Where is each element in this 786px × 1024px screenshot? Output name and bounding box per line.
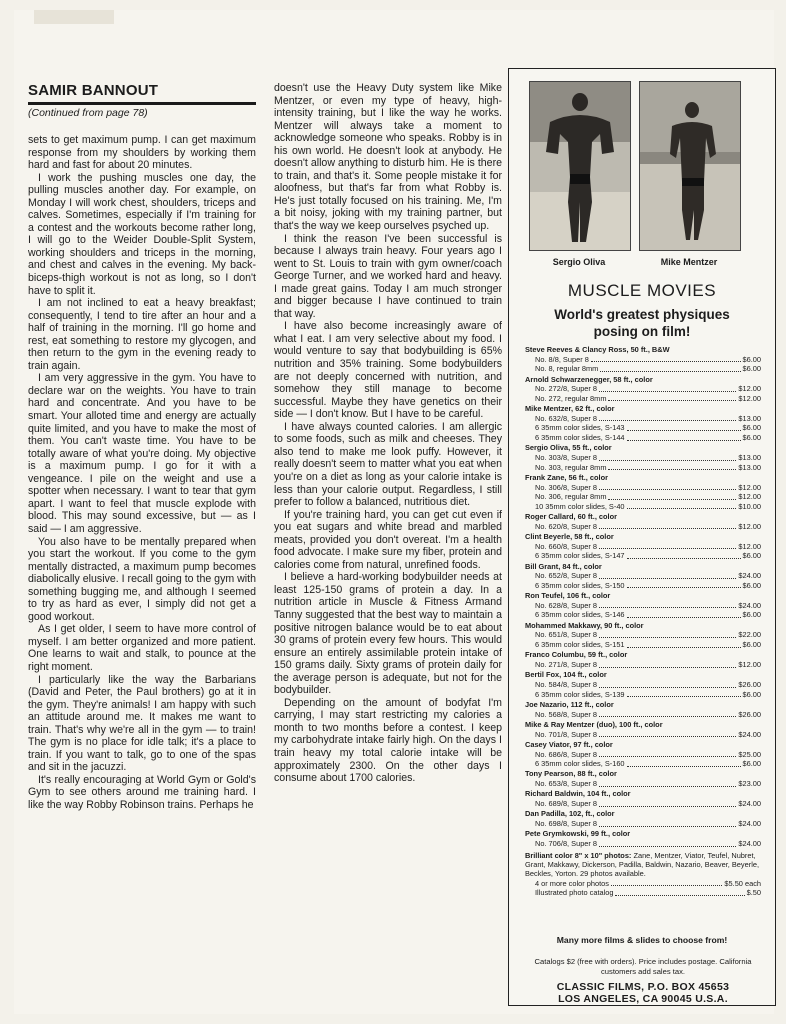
price-line-label: 4 or more color photos [535,878,609,888]
ad-subtitle [509,306,775,340]
price-line [525,522,761,532]
price-line-label: Illustrated photo catalog [535,888,614,898]
film-name: Tony Pearson, 88 ft., color [525,769,617,779]
price-line-label: No. 303/8, Super 8 [535,452,598,462]
article-paragraph: sets to get maximum pump. I can get maximum response from my shoulders by working them hard and fast for about 20 minutes. [28,134,256,172]
price-line [525,453,761,463]
price-line-price: $24.00 [738,839,761,849]
price-line-price: $12.00 [738,393,761,403]
film-name: Dan Padilla, 102, ft., color [525,809,615,819]
price-line [525,888,761,898]
price-line-price: $12.00 [738,492,761,502]
price-line-label: No. 701/8, Super 8 [535,729,598,739]
article-column-2 [274,82,502,1002]
price-line-price: $13.00 [738,452,761,462]
mailing-address [525,981,761,1005]
price-line-price: $6.00 [742,432,761,442]
price-line-label: 6 35mm color slides, S-144 [535,432,625,442]
magazine-page [14,10,774,1014]
brilliant-photos-heading: Brilliant color 8" x 10" photos: [525,850,632,860]
price-line [525,660,761,670]
film-entry [525,532,761,561]
price-line-price: $22.00 [738,630,761,640]
article-paragraph: You also have to be mentally prepared when you start the workout. If you come to the gym mentally distracted, a maximum pump becomes diabolically elusive. I recall going to the gym with something bugging me, and although I seemed to try as hard as ever, I simply did not get a good workout. [28,535,256,623]
film-entry [525,720,761,739]
article-paragraph: I have always counted calories. I am allergic to some foods, such as milk and cheeses. They also tend to make me look puffy. However, it really doesn't seem to matter what you eat when you're on a diet as long as your calorie intake is less than your calorie output. Regardless, I still prefer to follow a balanced, nutritious diet. [274,420,502,509]
film-name: Ron Teufel, 106 ft., color [525,591,611,601]
price-line-label: No. 306, regular 8mm [535,492,607,502]
film-name: Bill Grant, 84 ft., color [525,561,602,571]
price-line [525,879,761,889]
price-line-price: $10.00 [738,501,761,511]
price-line-label: 6 35mm color slides, S-143 [535,423,625,433]
price-line-label: No. 8, regular 8mm [535,364,599,374]
price-line-price: $6.00 [742,639,761,649]
price-line-price: $25.00 [738,749,761,759]
price-line-label: 6 35mm color slides, S-147 [535,551,625,561]
price-line-label: No. 272/8, Super 8 [535,384,598,394]
price-line-price: $24.00 [738,729,761,739]
film-name: Clint Beyerle, 58 ft., color [525,532,614,542]
price-line [525,542,761,552]
film-entry [525,809,761,828]
price-line-label: No. 628/8, Super 8 [535,600,598,610]
price-line-label: No. 272, regular 8mm [535,393,607,403]
price-line [525,483,761,493]
catalog-note: Catalogs $2 (free with orders). Price includes postage. California customers add sales tax. [534,957,752,976]
price-line [525,571,761,581]
continued-note: (Continued from page 78) [28,107,148,119]
film-name: Roger Callard, 60 ft., color [525,512,617,522]
price-line-price: $6.00 [742,423,761,433]
price-line [525,364,761,374]
price-line-label: No. 689/8, Super 8 [535,799,598,809]
price-line [525,799,761,809]
price-line-label: No. 306/8, Super 8 [535,482,598,492]
price-line [525,355,761,365]
film-entry [525,345,761,374]
price-line-label: No. 652/8, Super 8 [535,571,598,581]
article-paragraph: doesn't use the Heavy Duty system like Mike Mentzer, or even my type of heavy, high-intensity training, but I like the way he works. Mentzer will always take a moment to acknowledge someone who speaks. Robby is in his own world. He doesn't look at anybody. He doesn't allow anything to disturb him. He is there to train, and that's it. Some people mistake it for aloofness, but that's far from what Robby is. He's just totally focused on his training. Me, I'm a bit noisy, joking with my training partner, but that's the way we keep ourselves psyched up. [274,82,502,233]
film-name: Mike Mentzer, 62 ft., color [525,404,615,414]
price-line-price: $6.00 [742,364,761,374]
torn-corner [34,10,114,24]
price-line-label: No. 706/8, Super 8 [535,839,598,849]
film-name: Steve Reeves & Clancy Ross, 50 ft., B&W [525,345,670,354]
film-name: Joe Nazario, 112 ft., color [525,699,614,709]
price-line-label: 10 35mm color slides, S-40 [535,501,625,511]
address-line-2: LOS ANGELES, CA 90045 U.S.A. [558,993,728,1005]
price-line-label: No. 584/8, Super 8 [535,679,598,689]
price-line-label: No. 651/8, Super 8 [535,630,598,640]
price-line [525,433,761,443]
film-name: Arnold Schwarzenegger, 58 ft., color [525,374,653,384]
price-line-label: No. 568/8, Super 8 [535,709,598,719]
ad-subtitle-line-1: World's greatest physiques [554,307,730,322]
film-name: Casey Viator, 97 ft., color [525,739,613,749]
price-line [525,414,761,424]
article-title: SAMIR BANNOUT [28,82,159,99]
film-entry [525,769,761,788]
film-name: Pete Grymkowski, 99 ft., color [525,829,631,839]
price-line [525,610,761,620]
price-line-price: $24.00 [738,571,761,581]
price-line-price: $6.00 [742,551,761,561]
title-rule [28,102,256,105]
film-name: Bertil Fox, 104 ft., color [525,670,607,680]
article-paragraph: Depending on the amount of bodyfat I'm carrying, I may start restricting my calories a month to two months before a contest. I keep my carbohydrate intake fairly high. On the days I train heavy my total calorie intake will be approximately 2300. On the other days I consume about 1700 calories. [274,696,502,785]
article-paragraph: If you're training hard, you can get cut even if you eat sugars and white bread and marbled meats, provided you don't overeat. I'm a health food advocate. I make sure my fiber, protein and calories come from natural, unrefined foods. [274,508,502,571]
film-entry [525,591,761,620]
price-line [525,680,761,690]
price-line [525,394,761,404]
price-line-label: No. 686/8, Super 8 [535,749,598,759]
price-line [525,710,761,720]
price-line [525,463,761,473]
brilliant-photos-text: Zane, Mentzer, Viator, Teufel, Nubret, Grant, Makkawy, Dickerson, Padilla, Baldwin, Nazario, Beaver, Beyerle, Beckles, Yorton. 29 photos available. [525,850,759,879]
film-entry [525,473,761,511]
price-line-label: 6 35mm color slides, S-139 [535,689,625,699]
price-line [525,750,761,760]
film-name: Sergio Oliva, 55 ft., color [525,443,612,453]
price-line [525,502,761,512]
ad-title: MUSCLE MOVIES [567,281,717,300]
film-entry [525,829,761,848]
film-name: Frank Zane, 56 ft., color [525,472,608,482]
price-line-label: No. 653/8, Super 8 [535,779,598,789]
article-paragraph: I have also become increasingly aware of what I eat. I am very selective about my food. I would venture to say that bodybuilding is 65% nutrition and 35% training. Some bodybuilders are not deeply concerned with nutrition, and somehow they still manage to become successful. Maybe they have genetics on their side — I don't know. But I have to be careful. [274,320,502,421]
film-entry [525,512,761,531]
article-paragraph: I think the reason I've been successful is because I always train heavy. Four years ago I went to St. Louis to train with gym owner/coach George Turner, and we worked hard and heavy. I made great gains. Today I am much stronger and bigger because I have continued to train that way. [274,232,502,320]
price-line-price: $5.50 each [724,878,761,888]
price-line-price: $6.00 [742,354,761,364]
price-line [525,640,761,650]
film-entry [525,562,761,591]
price-line [525,730,761,740]
price-line [525,819,761,829]
film-entry [525,670,761,699]
photo-sergio-oliva [529,81,631,251]
price-line-price: $26.00 [738,709,761,719]
caption-sergio-oliva: Sergio Oliva [552,257,606,267]
price-line [525,551,761,561]
film-entry [525,621,761,650]
price-line-price: $12.00 [738,482,761,492]
article-paragraph: I am very aggressive in the gym. You have to declare war on the weights. You have to train hard and concentrate. And you have to be smart. Your alloted time and energy are actually quite limited, and you have to make the most of them. You can't waste time. You have to be totally aware of what you're doing. My objective is a maximum pump. I go for it with a vengeance. I pile on the weight and use a spotter when necessary. I want to tear that gym apart. I want to feel that muscle explode with blood. This may sound excessive, but — as I said — I am aggressive. [28,372,256,535]
article-paragraph: I work the pushing muscles one day, the pulling muscles another day. For example, on Monday I will work chest, shoulders, triceps and calves. Sometimes, especially if I'm training for a contest and the workouts become rather long, I will go to the Weider Double-Split System, working shoulders and triceps in the morning, and chest and calves in the evening. My back-biceps-thigh workout is not as long, so I don't have to split it. [28,171,256,297]
price-line-price: $12.00 [738,541,761,551]
article-paragraph: I am not inclined to eat a heavy breakfast; consequently, I tend to tire after an hour and a half of training in the morning. I'll go home and rest, eat something to restore my glycogen, and then return to the gym in the evening ready to train again. [28,297,256,372]
price-line [525,839,761,849]
price-line [525,581,761,591]
price-line [525,759,761,769]
price-line-price: $6.00 [742,610,761,620]
film-name: Mike & Ray Mentzer (duo), 100 ft., color [525,719,663,729]
article-paragraph: As I get older, I seem to have more control of myself. I am better organized and more patient. One learns to wait and stalk, to pounce at the right moment. [28,623,256,673]
film-price-list [525,345,761,898]
price-line-price: $.50 [746,888,761,898]
article-paragraph: It's really encouraging at World Gym or Gold's Gym to see others around me training hard. I like the way Robby Robinson trains. Perhaps he [28,773,256,811]
article-column-1 [28,134,256,964]
price-line-label: No. 698/8, Super 8 [535,819,598,829]
film-entry [525,404,761,442]
price-line-price: $12.00 [738,384,761,394]
price-line-label: No. 660/8, Super 8 [535,541,598,551]
film-name: Richard Baldwin, 104 ft., color [525,789,631,799]
address-line-1: CLASSIC FILMS, P.O. BOX 45653 [556,981,730,993]
price-line-price: $26.00 [738,679,761,689]
price-line-price: $6.00 [742,689,761,699]
muscle-movies-ad [508,68,776,1006]
ad-subtitle-line-2: posing on film! [593,324,691,339]
caption-mike-mentzer: Mike Mentzer [660,257,718,267]
price-line-price: $24.00 [738,600,761,610]
film-entries [525,345,761,849]
price-line-price: $6.00 [742,580,761,590]
brilliant-photos-note [525,851,761,879]
price-line-price: $6.00 [742,759,761,769]
price-line [525,630,761,640]
price-line-label: No. 271/8, Super 8 [535,659,598,669]
price-line-price: $24.00 [738,799,761,809]
article-paragraph: I particularly like the way the Barbarians (David and Peter, the Paul brothers) go at it in the gym. They're animals! I am happy with such an attitude around me. It makes me want to train. That's why we're all in the gym — to train! The gym is no place for idle talk; it's a place to train. If you want to talk, go to one of the spas and sit in the jacuzzi. [28,673,256,774]
price-line [525,492,761,502]
price-line-label: No. 8/8, Super 8 [535,354,589,364]
film-entry [525,740,761,769]
article-paragraph: I believe a hard-working bodybuilder needs at least 125-150 grams of protein a day. In a nutrition article in Muscle & Fitness Armand Tanny suggested that the best way to maintain a positive nitrogen balance would be to eat about 30 grams of protein every few hours. This would ensure an entirely assimilable protein intake of 150 grams daily. Sixty grams of protein daily for the average person is adequate, but not for the bodybuilder. [274,571,502,697]
film-entry [525,443,761,472]
price-line-label: 6 35mm color slides, S-151 [535,639,625,649]
price-line-price: $23.00 [738,779,761,789]
price-line-label: No. 632/8, Super 8 [535,413,598,423]
price-line [525,779,761,789]
price-line-price: $12.00 [738,521,761,531]
price-line [525,601,761,611]
photo-mike-mentzer [639,81,741,251]
film-entry [525,700,761,719]
price-line-price: $13.00 [738,413,761,423]
price-line [525,690,761,700]
price-line-label: No. 620/8, Super 8 [535,521,598,531]
film-entry [525,789,761,808]
price-line-price: $24.00 [738,819,761,829]
film-name: Franco Columbu, 59 ft., color [525,650,628,660]
film-entry [525,650,761,669]
price-line-price: $12.00 [738,659,761,669]
price-line [525,384,761,394]
price-line-label: 6 35mm color slides, S-150 [535,580,625,590]
price-line-label: 6 35mm color slides, S-146 [535,610,625,620]
price-line-label: 6 35mm color slides, S-160 [535,759,625,769]
price-line [525,423,761,433]
price-line-price: $13.00 [738,462,761,472]
film-entry [525,375,761,404]
film-name: Mohammed Makkawy, 90 ft., color [525,620,644,630]
more-films-note: Many more films & slides to choose from! [556,935,728,945]
price-line-label: No. 303, regular 8mm [535,462,607,472]
